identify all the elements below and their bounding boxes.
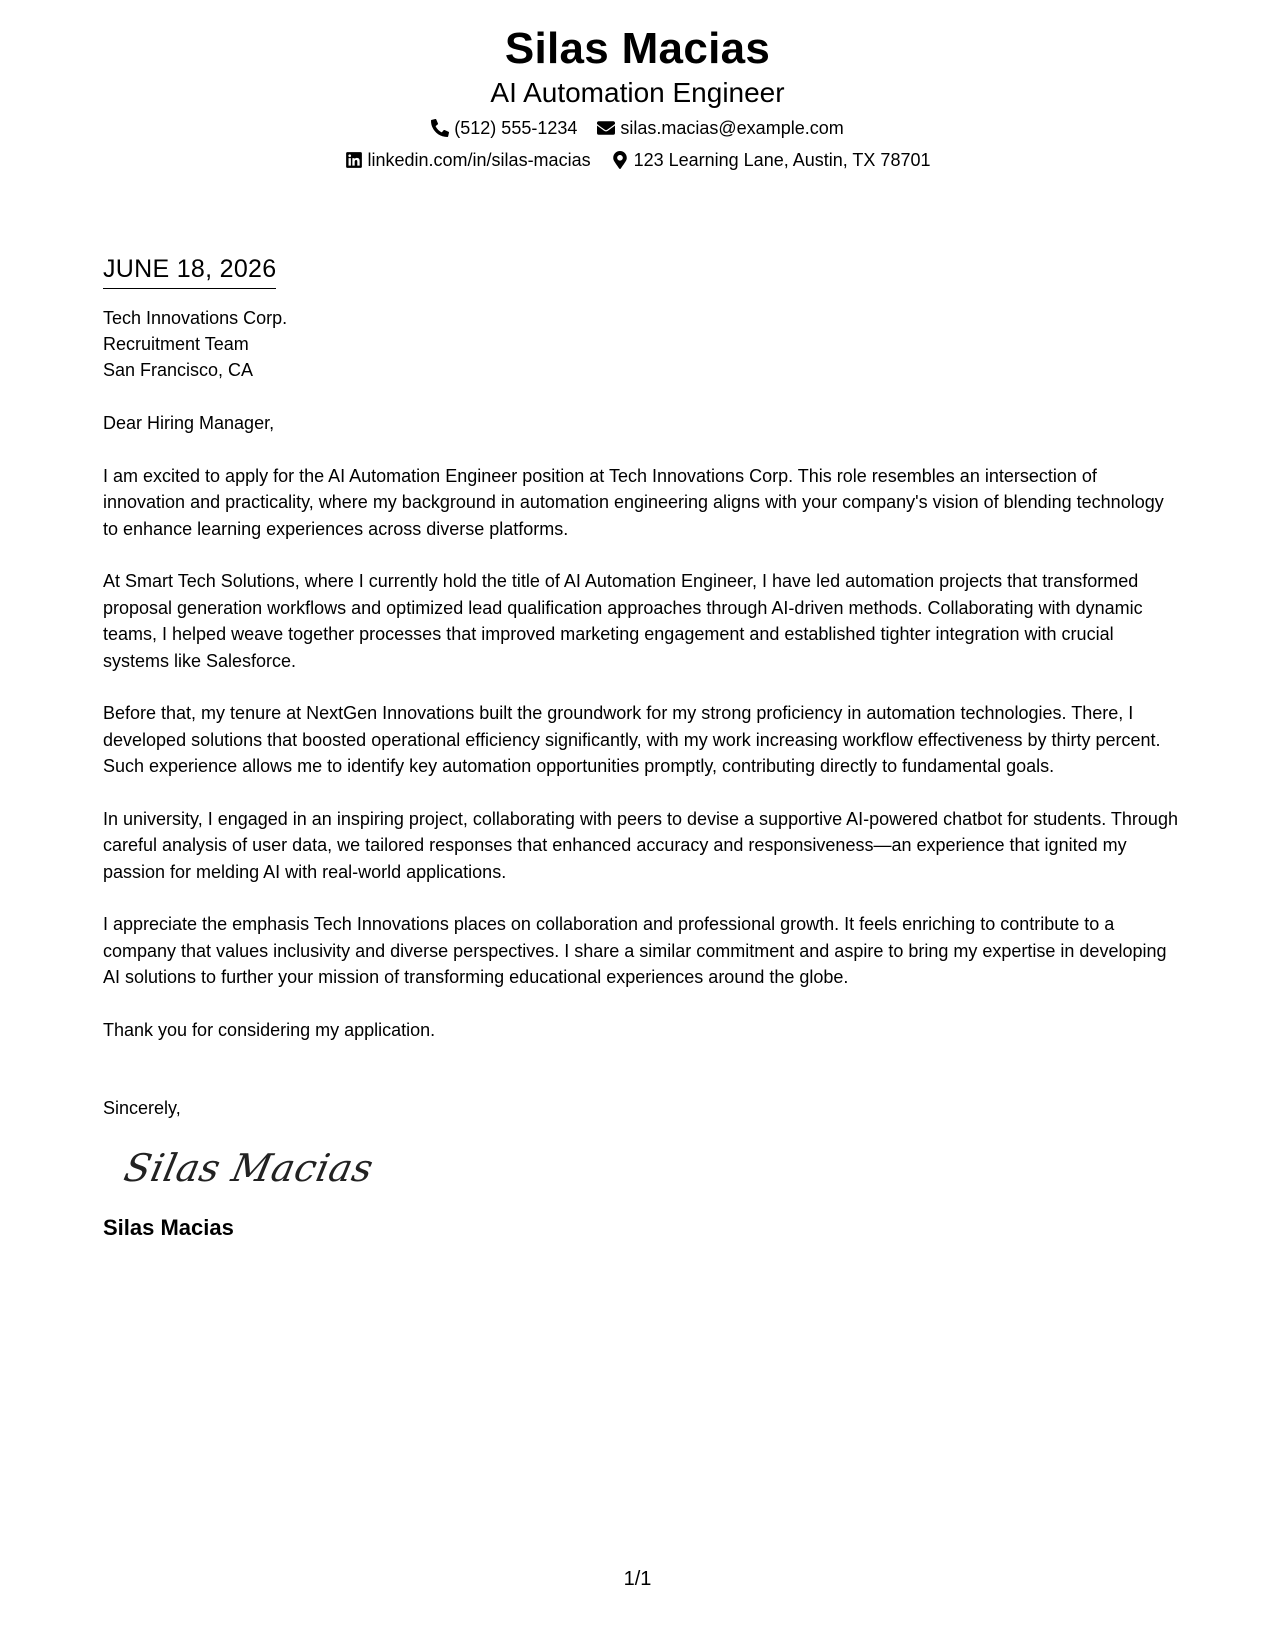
paragraph-current-role: At Smart Tech Solutions, where I currently hold the title of AI Automation Engineer, I have led automation projects that transformed proposal generation workflows and optimized lead qualification approaches through AI-driven methods. Collaborating with dynamic teams, I helped weave together processes that improved marketing engagement and established tighter integration with crucial systems like Salesforce. [103,571,1143,671]
closing-line: Sincerely, [103,1098,181,1118]
paragraph-intro: I am excited to apply for the AI Automation Engineer position at Tech Innovations Corp. This role resembles an intersection of innovation and practicality, where my background in automation engineering aligns with your company's vision of blending technology to enhance learning experiences across diverse platforms. [103,465,1164,539]
applicant-name: Silas Macias [504,24,771,73]
map-marker-icon [611,151,629,169]
phone-number: (512) 555-1234 [454,118,578,138]
recipient-block [103,305,1178,383]
letter-date: JUNE 18, 2026 [103,252,276,289]
envelope-icon [597,119,615,137]
contact-line-secondary [0,148,1275,172]
thanks-line: Thank you for considering my application. [103,1019,436,1040]
signer-name: Silas Macias [103,1214,234,1240]
paragraph-previous-role: Before that, my tenure at NextGen Innovations built the groundwork for my strong proficiency in automation technologies. There, I developed solutions that boosted operational efficiency significantly, with my work increasing workflow effectiveness by thirty percent. Such experience allows me to identify key automation opportunities promptly, contributing directly to fundamental goals. [103,703,1161,776]
salutation: Dear Hiring Manager, [103,413,275,433]
phone-icon [431,119,449,137]
email-address: silas.macias@example.com [620,118,844,138]
handwritten-signature: Silas Macias [120,1145,378,1190]
recipient-location: San Francisco, CA [103,360,254,380]
contact-email [597,116,843,140]
recipient-team: Recruitment Team [103,334,249,354]
contact-address [611,148,931,172]
contact-linkedin [345,148,591,172]
letter-header [0,20,1275,172]
contact-phone [431,116,577,140]
recipient-company: Tech Innovations Corp. [103,308,288,328]
street-address: 123 Learning Lane, Austin, TX 78701 [633,150,931,170]
linkedin-icon [345,151,363,169]
linkedin-url: linkedin.com/in/silas-macias [367,150,591,170]
letter-body [103,252,1178,1242]
paragraph-company-fit: I appreciate the emphasis Tech Innovations places on collaboration and professional growth. It feels enriching to contribute to a company that values inclusivity and diverse perspectives. I share a similar commitment and aspire to bring my expertise in developing AI solutions to further your mission of transforming educational experiences around the globe. [103,914,1167,987]
applicant-title: AI Automation Engineer [490,77,785,108]
paragraph-university: In university, I engaged in an inspiring project, collaborating with peers to devise a supportive AI-powered chatbot for students. Through careful analysis of user data, we tailored responses that enhanced accuracy and responsiveness—an experience that ignited my passion for melding AI with real-world applications. [103,808,1178,882]
page-number: 1/1 [623,1568,652,1590]
contact-line-primary [0,116,1275,140]
